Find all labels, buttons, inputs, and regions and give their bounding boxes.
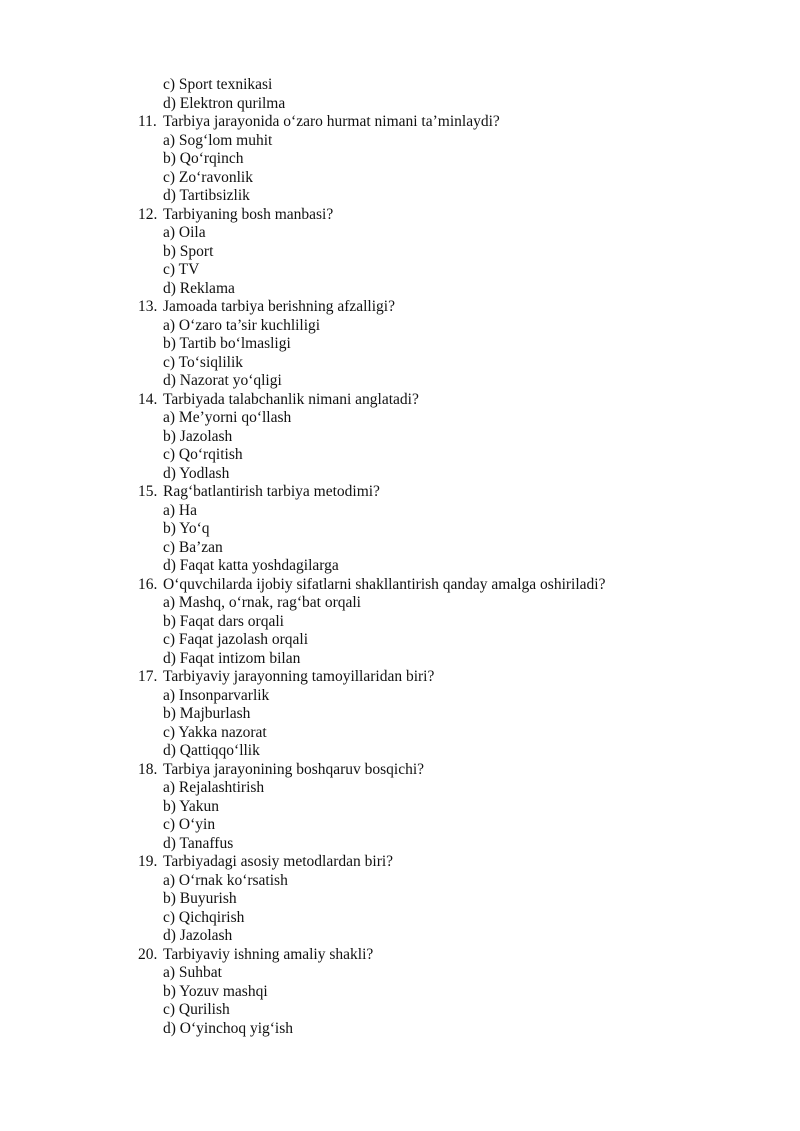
option-item: d) O‘yinchoq yig‘ish: [163, 1019, 294, 1037]
question-text: Tarbiyaviy ishning amaliy shakli?: [163, 945, 374, 963]
option-item: d) Qattiqqo‘llik: [163, 742, 260, 759]
option-item: b) Majburlash: [163, 705, 251, 722]
question-text: Tarbiya jarayonining boshqaruv bosqichi?: [163, 760, 425, 778]
question-number: 17.: [138, 668, 158, 685]
option-item: a) Oila: [163, 224, 206, 241]
option-item: b) Yozuv mashqi: [163, 982, 268, 1000]
option-item: d) Tanaffus: [163, 834, 234, 852]
question-number: 20.: [138, 945, 158, 963]
option-item: d) Faqat intizom bilan: [163, 649, 301, 667]
option-item: b) Faqat dars orqali: [163, 612, 284, 630]
question-text: Tarbiyada talabchanlik nimani anglatadi?: [163, 390, 419, 408]
option-item: c) Qo‘rqitish: [163, 446, 243, 463]
question-item: [0, 668, 800, 687]
option-item: a) Suhbat: [163, 964, 222, 981]
question-number: 19.: [138, 853, 158, 870]
option-item: b) Yo‘q: [163, 520, 210, 537]
question-number: 14.: [138, 390, 158, 408]
option-item: d) Reklama: [163, 279, 235, 297]
question-item: [0, 206, 800, 225]
question-number: 11.: [138, 113, 157, 130]
option-item: c) O‘yin: [163, 816, 216, 833]
question-number: 13.: [138, 298, 158, 315]
option-item: b) Yakun: [163, 797, 219, 815]
question-text: O‘quvchilarda ijobiy sifatlarni shakllantirish qanday amalga oshiriladi?: [163, 575, 606, 593]
question-number: 15.: [138, 483, 158, 500]
option-item: a) Rejalashtirish: [163, 779, 265, 796]
option-item: a) Me’yorni qo‘llash: [163, 409, 292, 426]
option-item: b) Tartib bo‘lmasligi: [163, 335, 291, 352]
option-item: d) Yodlash: [163, 464, 230, 482]
option-item: a) Ha: [163, 501, 197, 519]
option-item: b) Qo‘rqinch: [163, 150, 244, 167]
question-item: [0, 298, 800, 317]
question-number: 12.: [138, 205, 158, 223]
question-text: Tarbiyadagi asosiy metodlardan biri?: [163, 853, 394, 870]
question-text: Jamoada tarbiya berishning afzalligi?: [163, 298, 395, 315]
option-item: d) Nazorat yo‘qligi: [163, 372, 282, 389]
option-item: c) Zo‘ravonlik: [163, 168, 253, 186]
document-page: [0, 76, 800, 1038]
option-item: c) Sport texnikasi: [163, 76, 273, 93]
question-text: Tarbiyaviy jarayonning tamoyillaridan biri?: [163, 668, 435, 685]
question-item: [0, 576, 800, 595]
option-item: c) Qichqirish: [163, 908, 245, 926]
option-item: b) Buyurish: [163, 890, 237, 907]
option-item: d) Tartibsizlik: [163, 187, 250, 204]
option-item: c) To‘siqlilik: [163, 353, 243, 371]
option-item: b) Sport: [163, 242, 214, 260]
question-text: Tarbiya jarayonida o‘zaro hurmat nimani ta’minlaydi?: [163, 113, 500, 130]
option-item: a) Mashq, o‘rnak, rag‘bat orqali: [163, 594, 361, 611]
question-item: [0, 483, 800, 502]
question-item: [0, 761, 800, 780]
option-item: a) Sog‘lom muhit: [163, 131, 273, 149]
option-item: a) O‘rnak ko‘rsatish: [163, 871, 288, 889]
option-item: c) Qurilish: [163, 1001, 230, 1018]
option-item: d) Elektron qurilma: [163, 94, 286, 112]
question-text: Tarbiyaning bosh manbasi?: [163, 205, 334, 223]
option-item: b) Jazolash: [163, 427, 233, 445]
question-number: 16.: [138, 575, 158, 593]
option-item: a) Insonparvarlik: [163, 686, 270, 704]
option-item: d) Jazolash: [163, 927, 233, 944]
question-number: 18.: [138, 760, 158, 778]
question-item: [0, 113, 800, 132]
question-item: [0, 391, 800, 410]
option-item: c) Faqat jazolash orqali: [163, 631, 309, 648]
question-item: [0, 853, 800, 872]
question-text: Rag‘batlantirish tarbiya metodimi?: [163, 483, 380, 500]
option-item: c) TV: [163, 261, 200, 278]
option-item: c) Ba’zan: [163, 538, 223, 556]
option-item: a) O‘zaro ta’sir kuchliligi: [163, 316, 321, 334]
option-item: c) Yakka nazorat: [163, 723, 267, 741]
option-item: d) Faqat katta yoshdagilarga: [163, 557, 339, 574]
question-item: [0, 946, 800, 965]
